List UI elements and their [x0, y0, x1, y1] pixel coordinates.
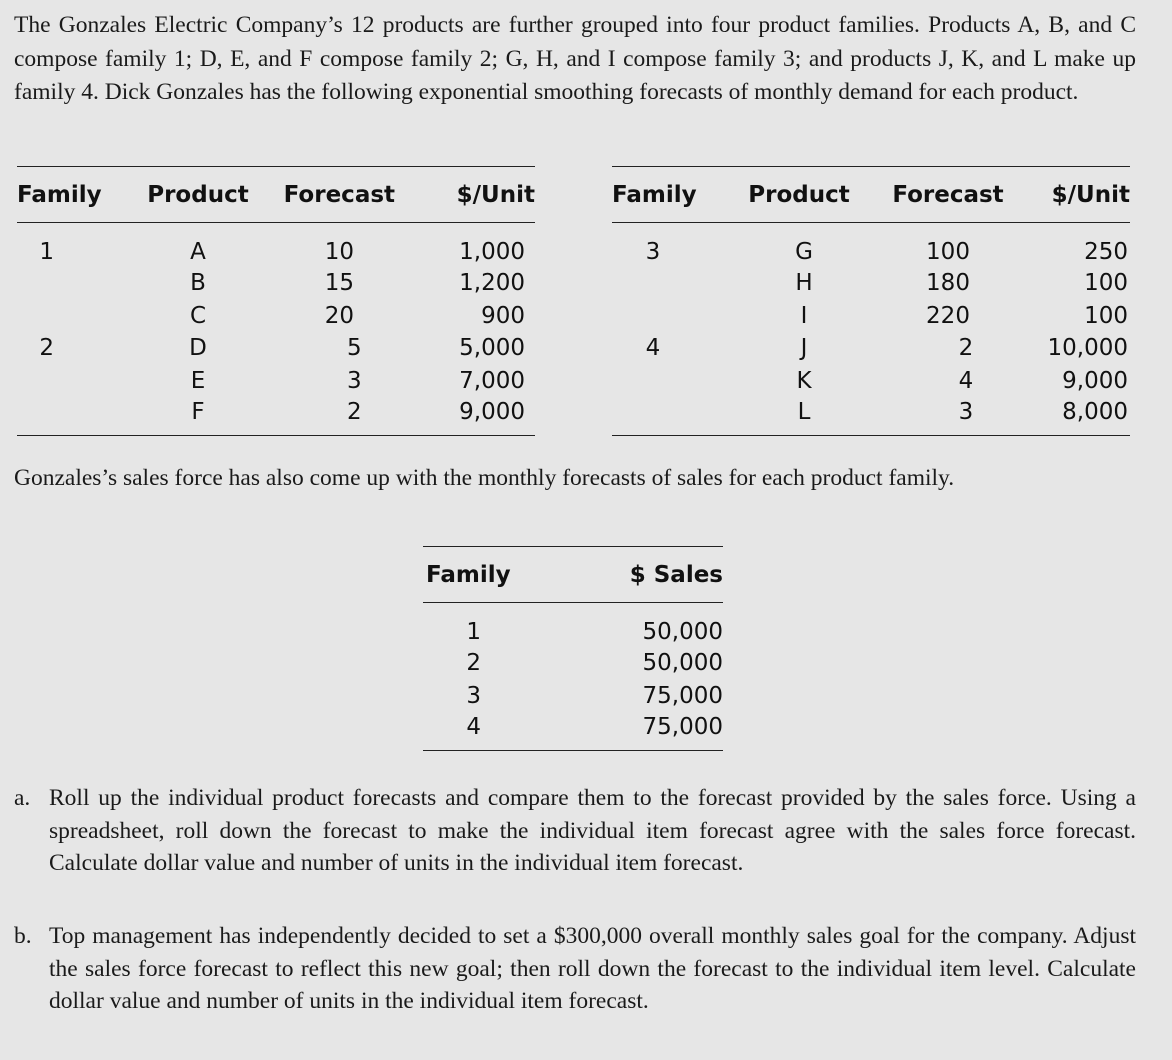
family-cell: 1	[39, 239, 54, 265]
family-cell: 2	[466, 650, 481, 677]
forecast-cell: 100	[926, 239, 970, 265]
family-cell: 3	[645, 239, 661, 265]
product-cell: I	[800, 302, 808, 329]
family-cell	[612, 300, 716, 333]
family-cell	[17, 397, 112, 436]
table-row	[612, 223, 1130, 268]
unit-price-cell: 100	[1084, 302, 1128, 329]
family-cell: 1	[466, 619, 481, 645]
unit-price-cell: 900	[481, 302, 525, 329]
sales-cell: 75,000	[573, 712, 723, 751]
forecast-table-left	[17, 166, 535, 436]
table-row	[17, 332, 535, 365]
product-cell: D	[189, 335, 207, 362]
table-row	[17, 267, 535, 300]
family-cell: 3	[466, 682, 481, 709]
unit-price-cell: 250	[1084, 239, 1128, 265]
unit-price-cell: 1,000	[459, 239, 525, 265]
sales-cell: 75,000	[642, 682, 723, 709]
unit-price-cell: 100	[1084, 270, 1128, 297]
header-row	[17, 167, 535, 223]
product-cell: B	[190, 270, 206, 297]
forecast-cell: 2	[284, 397, 395, 436]
unit-price-cell: 7,000	[459, 367, 525, 394]
product-cell: J	[800, 335, 808, 362]
header-row	[423, 547, 723, 603]
table-row	[612, 365, 1130, 398]
question-b	[14, 920, 1136, 1018]
forecast-cell: 220	[926, 302, 970, 329]
forecast-cell: 5	[347, 335, 362, 362]
unit-price-cell: 1,200	[459, 270, 525, 297]
product-cell: C	[189, 302, 206, 329]
table-row	[423, 712, 723, 751]
forecast-cell: 180	[926, 270, 970, 297]
header-family: Family	[17, 167, 112, 223]
family-cell	[17, 267, 112, 300]
header-row	[612, 167, 1130, 223]
product-cell: F	[112, 397, 283, 436]
forecast-cell: 3	[882, 397, 1014, 436]
unit-price-cell: 8,000	[1014, 397, 1130, 436]
forecast-cell: 15	[324, 270, 354, 297]
product-cell: H	[795, 270, 813, 297]
forecast-table-right	[612, 166, 1130, 436]
forecast-cell: 20	[324, 302, 354, 329]
family-cell	[612, 267, 716, 300]
header-unit-price: $/Unit	[1014, 167, 1130, 223]
table-row	[17, 365, 535, 398]
header-forecast: Forecast	[284, 167, 395, 223]
product-cell: E	[190, 367, 206, 394]
product-cell: G	[795, 239, 813, 265]
header-unit-price: $/Unit	[395, 167, 535, 223]
forecast-cell: 4	[958, 367, 974, 394]
table-row	[423, 603, 723, 648]
forecast-cell: 10	[324, 239, 354, 265]
sales-forecast-table	[423, 546, 723, 751]
table-row	[17, 397, 535, 436]
header-family: Family	[612, 167, 716, 223]
product-cell: K	[796, 367, 812, 394]
question-a	[14, 782, 1136, 880]
table-row	[612, 332, 1130, 365]
family-cell	[612, 397, 716, 436]
table-row	[17, 223, 535, 268]
question-label: a.	[14, 785, 31, 811]
unit-price-cell: 9,000	[395, 397, 535, 436]
product-cell: L	[716, 397, 882, 436]
table-row	[423, 647, 723, 680]
sales-cell: 50,000	[642, 619, 723, 645]
table-row	[612, 300, 1130, 333]
product-cell: A	[190, 239, 206, 265]
header-product: Product	[112, 167, 283, 223]
sales-intro-paragraph: Gonzales’s sales force has also come up with the monthly forecasts of sales for each product family.	[14, 465, 955, 491]
family-cell: 4	[645, 335, 661, 362]
forecast-cell: 3	[347, 367, 362, 394]
table-row	[612, 397, 1130, 436]
family-cell	[17, 300, 112, 333]
question-label: b.	[14, 923, 32, 949]
table-row	[17, 300, 535, 333]
family-cell: 2	[39, 335, 54, 362]
header-family: Family	[423, 547, 573, 603]
family-cell: 4	[423, 712, 573, 751]
question-text: Top management has independently decided to set a $300,000 overall monthly sales goal for the company. Adjust the sales force forecast to reflect this new goal; then roll down the forecast to the individual item level. Calculate dollar value and number of units in the individual item forecast.	[49, 923, 1136, 1014]
header-product: Product	[716, 167, 882, 223]
table-row	[423, 680, 723, 713]
intro-paragraph: The Gonzales Electric Company’s 12 products are further grouped into four product families. Products A, B, and C compose family 1; D, E, and F compose family 2; G, H, and I compose family 3; and products J, K, and L make up family 4. Dick Gonzales has the following exponential smoothing forecasts of monthly demand for each product.	[14, 12, 1136, 105]
header-sales: $ Sales	[573, 547, 723, 603]
unit-price-cell: 5,000	[459, 335, 525, 362]
family-cell	[17, 365, 112, 398]
forecast-cell: 2	[958, 335, 974, 362]
question-text: Roll up the individual product forecasts and compare them to the forecast provided by the sales force. Using a spreadsheet, roll down the forecast to make the individual item forecast agree with the sales force forecast. Calculate dollar value and number of units in the individual item forecast.	[49, 785, 1136, 876]
unit-price-cell: 9,000	[1062, 367, 1128, 394]
family-cell	[612, 365, 716, 398]
unit-price-cell: 10,000	[1047, 335, 1128, 362]
header-forecast: Forecast	[882, 167, 1014, 223]
sales-cell: 50,000	[642, 650, 723, 677]
table-row	[612, 267, 1130, 300]
